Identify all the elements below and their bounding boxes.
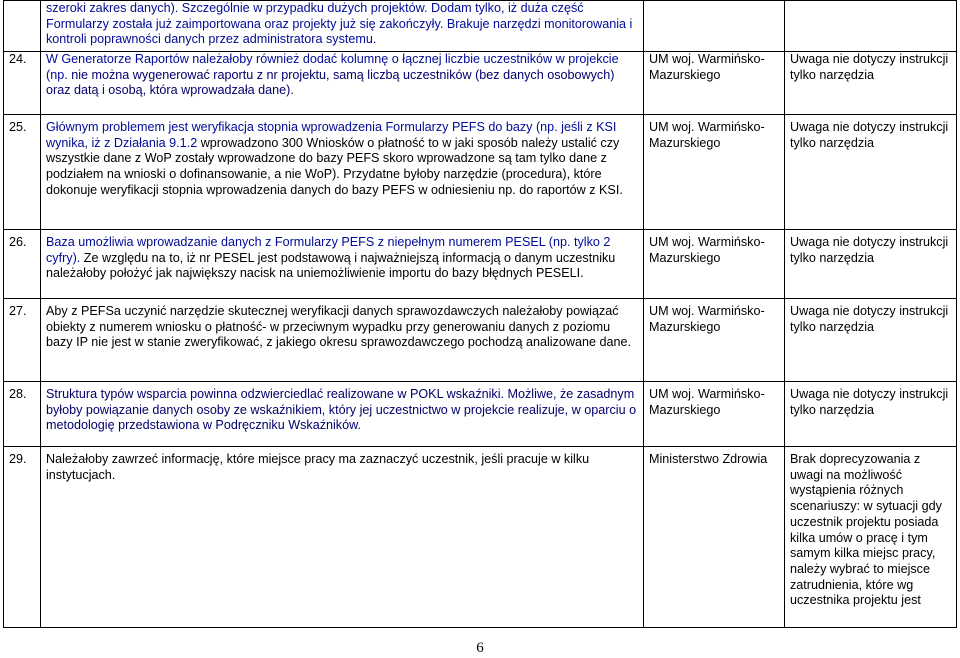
comment-cell xyxy=(41,52,644,115)
comment-cell xyxy=(41,115,644,230)
comment-text: Aby z PEFSa uczynić narzędzie skutecznej weryfikacji danych sprawozdawczych należałoby powiązać obiekty z numerem wniosku o płatność- w przeciwnym wypadku przy generowaniu danych z poziomu bazy IP nie jest w stanie zweryfikować, z jakiego okresu sprawozdawczego pochodzą analizowane dane. xyxy=(46,304,632,350)
source-cell xyxy=(644,1,785,52)
row-number: 24. xyxy=(4,52,41,115)
table-row xyxy=(4,115,957,230)
response-cell: Uwaga nie dotyczy instrukcji tylko narzędzia xyxy=(785,299,957,382)
table-row xyxy=(4,382,957,447)
table-row xyxy=(4,299,957,382)
comment-text: Należałoby zawrzeć informację, które miejsce pracy ma zaznaczyć uczestnik, jeśli pracuje w kilku instytucjach. xyxy=(46,452,590,482)
comment-text: Baza umożliwia wprowadzanie danych z Formularzy PEFS z niepełnym numerem PESEL (np. tylko 2 cyfry). xyxy=(46,235,611,265)
comment-cell xyxy=(41,447,644,628)
response-cell: Uwaga nie dotyczy instrukcji tylko narzędzia xyxy=(785,115,957,230)
comment-text: Struktura typów wsparcia powinna odzwierciedlać realizowane w POKL wskaźniki. Możliwe, że zasadnym byłoby powiązanie danych osoby ze wskaźnikiem, który jej uczestnictwo w projekcie realizuje, w oparciu o metodologię przedstawiona w Podręczniku Wskaźników. xyxy=(46,387,637,433)
comments-table xyxy=(3,0,957,628)
source-cell: UM woj. Warmińsko-Mazurskiego xyxy=(644,115,785,230)
response-cell: Uwaga nie dotyczy instrukcji tylko narzędzia xyxy=(785,230,957,299)
row-number xyxy=(4,1,41,52)
response-cell xyxy=(785,1,957,52)
source-cell: UM woj. Warmińsko-Mazurskiego xyxy=(644,299,785,382)
table-row xyxy=(4,230,957,299)
source-cell: UM woj. Warmińsko-Mazurskiego xyxy=(644,382,785,447)
comment-text: szeroki zakres danych). Szczególnie w przypadku dużych projektów. Dodam tylko, iż duża część Formularzy została już zaimportowana oraz projekty już się zakończyły. Brakuje narzędzi monitorowania i kontroli poprawności danych przez administratora systemu. xyxy=(46,1,633,47)
table-row xyxy=(4,1,957,52)
comment-text: Głównym problemem jest weryfikacja stopnia wprowadzenia Formularzy PEFS do bazy (np. jeśli z KSI wynika, iż z Działania 9.1.2 xyxy=(46,120,617,150)
row-number: 26. xyxy=(4,230,41,299)
comment-text: nie można wygenerować raportu z nr projektu, samą liczbą uczestników (bez danych osobowych) oraz datą i osobą, która wprowadzała dane). xyxy=(46,67,615,98)
row-number: 25. xyxy=(4,115,41,230)
row-number: 29. xyxy=(4,447,41,628)
response-cell: Brak doprecyzowania z uwagi na możliwość wystąpienia różnych scenariuszy: w sytuacji gdy uczestnik projektu posiada kilka umów o pracę i tym samym kilka miejsc pracy, należy wybrać to miejsce zatrudnienia, które wg uczestnika projektu jest xyxy=(785,447,957,628)
page-number: 6 xyxy=(476,640,484,656)
table-row xyxy=(4,447,957,628)
source-cell: Ministerstwo Zdrowia xyxy=(644,447,785,628)
comment-text: Ze względu na to, iż nr PESEL jest podstawową i najważniejszą informacją o danym uczestniku należałoby położyć jak największy nacisk na uniemożliwienie importu do bazy błędnych PESELI. xyxy=(46,250,616,281)
source-cell: UM woj. Warmińsko-Mazurskiego xyxy=(644,52,785,115)
comment-text: W Generatorze Raportów należałoby również dodać kolumnę o łącznej liczbie uczestników w projekcie (np. xyxy=(46,52,619,82)
comment-cell xyxy=(41,230,644,299)
comment-cell xyxy=(41,299,644,382)
row-number: 28. xyxy=(4,382,41,447)
row-number: 27. xyxy=(4,299,41,382)
source-cell: UM woj. Warmińsko-Mazurskiego xyxy=(644,230,785,299)
response-cell: Uwaga nie dotyczy instrukcji tylko narzędzia xyxy=(785,382,957,447)
comment-cell xyxy=(41,1,644,52)
comment-text: wprowadzono 300 Wniosków o płatność to w jaki sposób należy ustalić czy wszystkie dane z WoP zostały wprowadzone do bazy PEFS skoro wprowadzone są tam tylko dane z podziałem na wnioski o dofinansowanie, a nie WoP). Przydatne byłoby narzędzie (procedura), które dokonuje weryfikacji stopnia wprowadzenia danych do bazy PEFS w odniesieniu np. do raportów z KSI. xyxy=(46,135,623,197)
response-cell: Uwaga nie dotyczy instrukcji tylko narzędzia xyxy=(785,52,957,115)
comment-cell xyxy=(41,382,644,447)
table-row xyxy=(4,52,957,115)
